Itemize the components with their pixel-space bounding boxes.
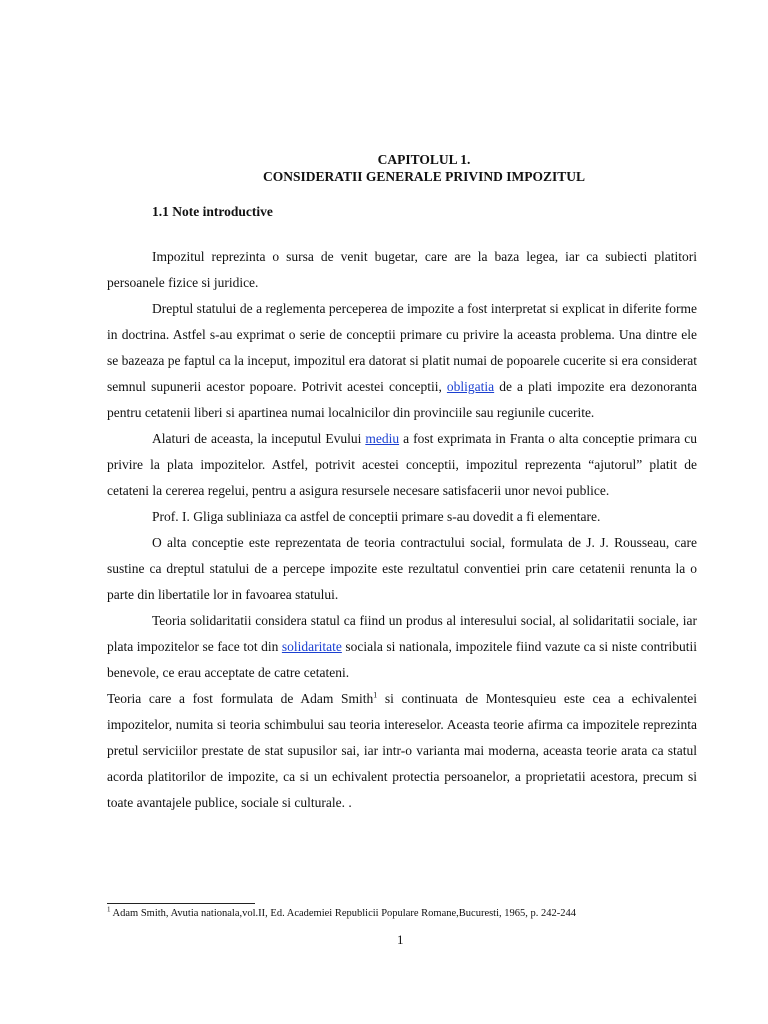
- paragraph-text: Prof. I. Gliga subliniaza ca astfel de conceptii primare s-au dovedit a fi elementare.: [152, 509, 601, 524]
- paragraph-text: de a plati impozite era dezonoranta pentru cetatenii liberi si apartinea numai localnicilor din provinciile sau regiunile cucerite.: [107, 379, 697, 420]
- paragraph-text: si continuata de Montesquieu este cea a echivalentei impozitelor, numita si teoria schimbului sau teoria intereselor. Aceasta teorie afirma ca impozitele reprezinta pretul serviciilor prestate de stat supusilor sai, iar intr-o varianta mai moderna, aceasta teorie arata ca statul acorda platitorilor de impozite, ca si un echivalent protectia persoanelor, a proprietatii acestora, precum si toate avantajele publice, sociale si culturale. .: [107, 691, 697, 810]
- chapter-title: CONSIDERATII GENERALE PRIVIND IMPOZITUL: [263, 169, 585, 184]
- paragraph: [107, 244, 697, 296]
- footnote-text: Adam Smith, Avutia nationala,vol.II, Ed. Academiei Republicii Populare Romane,Bucuresti, 1965, p. 242-244: [110, 908, 577, 919]
- paragraph: [107, 426, 697, 504]
- footnote-reference[interactable]: 1: [373, 690, 378, 700]
- footnote-marker: 1: [107, 905, 111, 914]
- paragraph-text: a fost exprimata in Franta o alta conceptie primara cu privire la plata impozitelor. Astfel, potrivit acestei conceptii, impozitul reprezenta “ajutorul” platit de cetateni la cererea regelui, pentru a asigura resursele necesare satisfacerii unor nevoi publice.: [107, 431, 697, 498]
- paragraph: [107, 608, 697, 816]
- paragraph-text: Alaturi de aceasta, la inceputul Evului: [152, 431, 366, 446]
- link-solidaritate[interactable]: solidaritate: [281, 639, 342, 654]
- link-obligatia[interactable]: obligatia: [446, 379, 495, 394]
- paragraph: [107, 530, 697, 608]
- paragraph-text: O alta conceptie este reprezentata de teoria contractului social, formulata de J. J. Rousseau, care sustine ca dreptul statului de a percepe impozite este rezultatul conventiei prin care cetatenii renunta la o parte din libertatile lor in favoarea statului.: [107, 535, 697, 602]
- paragraph: [107, 504, 697, 530]
- page-number: 1: [397, 932, 404, 947]
- paragraph: [107, 296, 697, 426]
- paragraph-text: Teoria solidaritatii considera statul ca fiind un produs al interesului social, al solidaritatii sociale, iar plata impozitelor se face tot din: [107, 613, 697, 654]
- section-heading: 1.1 Note introductive: [152, 204, 273, 219]
- link-mediu[interactable]: mediu: [365, 431, 400, 446]
- paragraph-text: Impozitul reprezinta o sursa de venit bugetar, care are la baza legea, iar ca subiecti platitori persoanele fizice si juridice.: [107, 249, 697, 290]
- paragraph-text: sociala si nationala, impozitele fiind vazute ca si niste contributii benevole, ce erau acceptate de catre cetateni.: [107, 639, 697, 680]
- paragraph-text: Dreptul statului de a reglementa perceperea de impozite a fost interpretat si explicat in diferite forme in doctrina. Astfel s-au exprimat o serie de conceptii primare cu privire la aceasta problema. Una dintre ele se bazeaza pe faptul ca la inceput, impozitul era datorat si platit numai de popoarele cucerite si era considerat semnul supunerii acestor popoare. Potrivit acestei conceptii,: [107, 301, 697, 394]
- paragraph-text: Teoria care a fost formulata de Adam Smith: [107, 691, 374, 706]
- chapter-label: CAPITOLUL 1.: [377, 152, 471, 167]
- footnote-separator: [107, 903, 255, 904]
- body-text: [107, 244, 697, 816]
- footnote: [107, 907, 707, 921]
